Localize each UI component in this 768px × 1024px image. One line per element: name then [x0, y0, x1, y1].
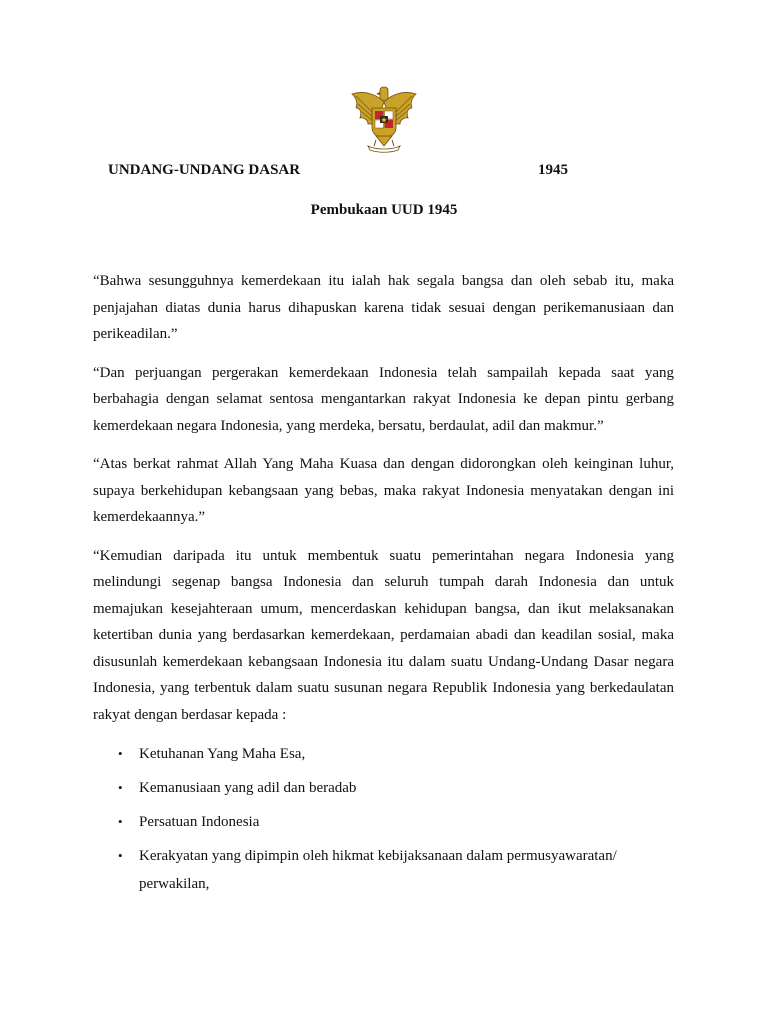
- garuda-pancasila-emblem-icon: [346, 84, 422, 154]
- paragraph: “Kemudian daripada itu untuk membentuk suatu pemerintahan negara Indonesia yang melindungi segenap bangsa Indonesia dan seluruh tumpah darah Indonesia dan untuk memajukan kesejahteraan umum, mencerdaskan kehidupan bangsa, dan ikut melaksanakan ketertiban dunia yang berdasarkan kemerdekaan, perdamaian abadi dan keadilan sosial, maka disusunlah kemerdekaan kebangsaan Indonesia itu dalam suatu Undang-Undang Dasar negara Indonesia, yang terbentuk dalam suatu susunan negara Republik Indonesia yang berkedaulatan rakyat dengan berdasar kepada :: [93, 547, 674, 723]
- pancasila-list: [93, 740, 674, 898]
- list-item-text: Kemanusiaan yang adil dan beradab: [139, 780, 357, 796]
- paragraph: “Bahwa sesungguhnya kemerdekaan itu ialah hak segala bangsa dan oleh sebab itu, maka penjajahan diatas dunia harus dihapuskan karena tidak sesuai dengan perikemanusiaan dan perikeadilan.”: [93, 273, 674, 342]
- list-item-text: Ketuhanan Yang Maha Esa,: [139, 746, 306, 762]
- document-subtitle: Pembukaan UUD 1945: [310, 202, 458, 218]
- bullet-icon: •: [118, 780, 123, 795]
- bullet-icon: •: [118, 848, 123, 863]
- list-item: [93, 740, 674, 768]
- heading-year: 1945: [538, 162, 568, 178]
- bullet-icon: •: [118, 746, 123, 761]
- list-item-text: Persatuan Indonesia: [139, 814, 260, 830]
- document-body: [93, 268, 674, 904]
- heading-title: UNDANG-UNDANG DASAR: [108, 162, 301, 178]
- list-item-text: Kerakyatan yang dipimpin oleh hikmat kebijaksanaan dalam permusyawaratan/ perwakilan,: [139, 848, 617, 892]
- list-item: [93, 842, 674, 898]
- document-heading: [108, 162, 568, 182]
- bullet-icon: •: [118, 814, 123, 829]
- paragraph: “Dan perjuangan pergerakan kemerdekaan Indonesia telah sampailah kepada saat yang berbahagia dengan selamat sentosa mengantarkan rakyat Indonesia ke depan pintu gerbang kemerdekaan negara Indonesia, yang merdeka, bersatu, berdaulat, adil dan makmur.”: [93, 364, 674, 434]
- paragraph: “Atas berkat rahmat Allah Yang Maha Kuasa dan dengan didorongkan oleh keinginan luhur, supaya berkehidupan kebangsaan yang bebas, maka rakyat Indonesia menyatakan dengan ini kemerdekaannya.”: [93, 456, 674, 525]
- list-item: [93, 808, 674, 836]
- list-item: [93, 774, 674, 802]
